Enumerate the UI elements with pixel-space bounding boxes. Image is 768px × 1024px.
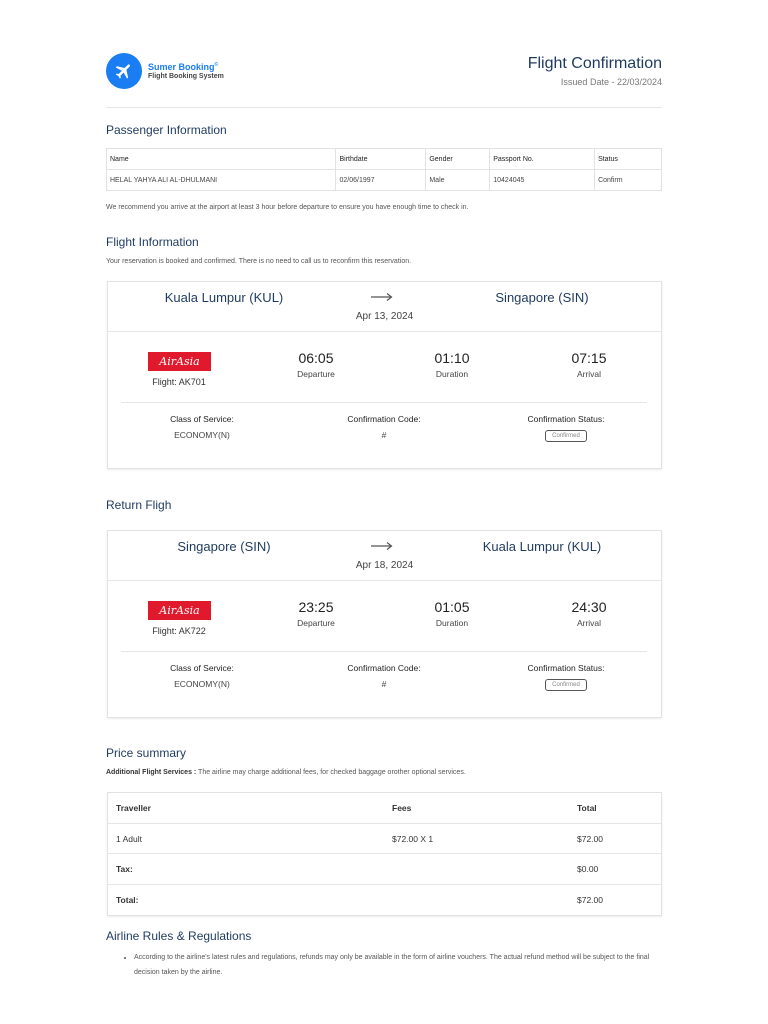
price-header-row xyxy=(108,793,661,824)
destination-city: Singapore (SIN) xyxy=(495,290,589,305)
rules-section-title: Airline Rules & Regulations xyxy=(106,929,252,943)
confirmation-code-label: Confirmation Code: xyxy=(347,663,421,673)
code-block xyxy=(304,663,464,689)
traveller-header: Traveller xyxy=(116,803,151,813)
column-header: Gender xyxy=(426,149,490,170)
tax-label: Tax: xyxy=(116,864,133,874)
column-header: Birthdate xyxy=(336,149,426,170)
passenger-section-title: Passenger Information xyxy=(106,123,227,137)
duration-block xyxy=(412,599,492,628)
total-header: Total xyxy=(577,803,597,813)
column-header: Status xyxy=(595,149,662,170)
confirmation-status-label: Confirmation Status: xyxy=(527,663,605,673)
arrival-label: Arrival xyxy=(576,369,602,379)
class-label: Class of Service: xyxy=(170,663,234,673)
departure-time: 23:25 xyxy=(298,599,334,615)
traveller-cell: 1 Adult xyxy=(116,833,142,844)
additional-services-label: Additional Flight Services : xyxy=(106,769,197,776)
class-value: ECONOMY(N) xyxy=(174,679,230,689)
origin-city: Singapore (SIN) xyxy=(177,539,271,554)
route-header xyxy=(108,282,661,332)
flight-number: Flight: AK701 xyxy=(152,377,206,387)
document-header xyxy=(106,52,662,108)
airline-logo: AirAsia xyxy=(148,352,211,371)
column-header: Name xyxy=(107,149,336,170)
arrow-right-icon xyxy=(370,541,394,551)
arrow-right-icon xyxy=(370,292,394,302)
divider xyxy=(121,402,647,403)
passenger-status: Confirm xyxy=(595,170,662,191)
page-title: Flight Confirmation xyxy=(527,55,662,72)
copyright-mark: © xyxy=(214,62,219,68)
class-block xyxy=(122,414,282,440)
passenger-birthdate: 02/06/1997 xyxy=(336,170,426,191)
class-value: ECONOMY(N) xyxy=(174,430,230,440)
flight-date: Apr 13, 2024 xyxy=(355,311,414,322)
additional-services-text: The airline may charge additional fees, for checked baggage orother optional services. xyxy=(196,769,466,776)
duration-label: Duration xyxy=(435,618,469,628)
rules-list xyxy=(122,950,662,980)
route-header xyxy=(108,531,661,581)
return-flight-card xyxy=(107,530,662,718)
brand-subtitle: Flight Booking System xyxy=(148,73,224,80)
status-badge: Confirmed xyxy=(545,679,587,691)
arrival-block xyxy=(549,350,629,379)
flight-times xyxy=(108,581,661,653)
origin-city: Kuala Lumpur (KUL) xyxy=(164,290,284,305)
destination-city: Kuala Lumpur (KUL) xyxy=(482,539,602,554)
flight-date: Apr 18, 2024 xyxy=(355,560,414,571)
duration-label: Duration xyxy=(435,369,469,379)
departure-block xyxy=(276,350,356,379)
passenger-name: HELAL YAHYA ALI AL-DHULMANI xyxy=(107,170,336,191)
grand-total-label: Total: xyxy=(116,894,139,905)
issued-date: Issued Date - 22/03/2024 xyxy=(560,77,662,87)
price-section-title: Price summary xyxy=(106,746,187,760)
flight-section-title: Flight Information xyxy=(106,235,199,249)
class-label: Class of Service: xyxy=(170,414,234,424)
divider xyxy=(121,651,647,652)
return-section-title: Return Fligh xyxy=(106,498,172,512)
departure-label: Departure xyxy=(297,618,335,628)
confirmation-status-label: Confirmation Status: xyxy=(527,414,605,424)
airline-logo: AirAsia xyxy=(148,601,211,620)
flight-times xyxy=(108,332,661,404)
passenger-passport: 10424045 xyxy=(490,170,595,191)
status-block xyxy=(486,663,646,691)
code-block xyxy=(304,414,464,440)
flight-number: Flight: AK722 xyxy=(152,626,206,636)
fees-cell: $72.00 X 1 xyxy=(392,833,434,844)
confirmation-code-value: # xyxy=(381,430,387,440)
arrival-time: 07:15 xyxy=(571,350,607,366)
duration-block xyxy=(412,350,492,379)
arrival-label: Arrival xyxy=(576,618,602,628)
tax-value: $0.00 xyxy=(577,864,599,874)
table-header-row xyxy=(107,149,662,170)
arrival-block xyxy=(549,599,629,628)
tax-row xyxy=(108,854,661,885)
class-block xyxy=(122,663,282,689)
status-badge: Confirmed xyxy=(545,430,587,442)
table-row xyxy=(108,824,661,855)
confirmation-code-value: # xyxy=(381,679,387,689)
column-header: Passport No. xyxy=(490,149,595,170)
status-block xyxy=(486,414,646,442)
passenger-table xyxy=(106,148,662,191)
arrival-advice: We recommend you arrive at the airport at least 3 hour before departure to ensure you have enough time to check in. xyxy=(106,204,469,211)
departure-block xyxy=(276,599,356,628)
arrival-time: 24:30 xyxy=(571,599,607,615)
duration-time: 01:10 xyxy=(434,350,470,366)
total-row xyxy=(108,885,661,916)
duration-time: 01:05 xyxy=(434,599,470,615)
airplane-icon xyxy=(106,53,142,89)
outbound-flight-card xyxy=(107,281,662,469)
grand-total-value: $72.00 xyxy=(577,894,603,905)
booking-details xyxy=(108,653,661,717)
brand-name: Sumer Booking© xyxy=(148,62,219,72)
price-table xyxy=(107,792,662,916)
additional-services-note xyxy=(106,769,466,776)
fees-header: Fees xyxy=(392,803,412,813)
departure-time: 06:05 xyxy=(298,350,334,366)
passenger-gender: Male xyxy=(426,170,490,191)
reservation-note: Your reservation is booked and confirmed. There is no need to call us to reconfirm this reservation. xyxy=(106,258,412,265)
table-row xyxy=(107,170,662,191)
total-cell: $72.00 xyxy=(577,833,603,844)
list-item: • According to the airline's latest rules and regulations, refunds may only be available in the form of airline vouchers. The actual refund method will be subject to the final decision taken by the airline. xyxy=(134,950,662,980)
confirmation-code-label: Confirmation Code: xyxy=(347,414,421,424)
booking-details xyxy=(108,404,661,468)
departure-label: Departure xyxy=(297,369,335,379)
